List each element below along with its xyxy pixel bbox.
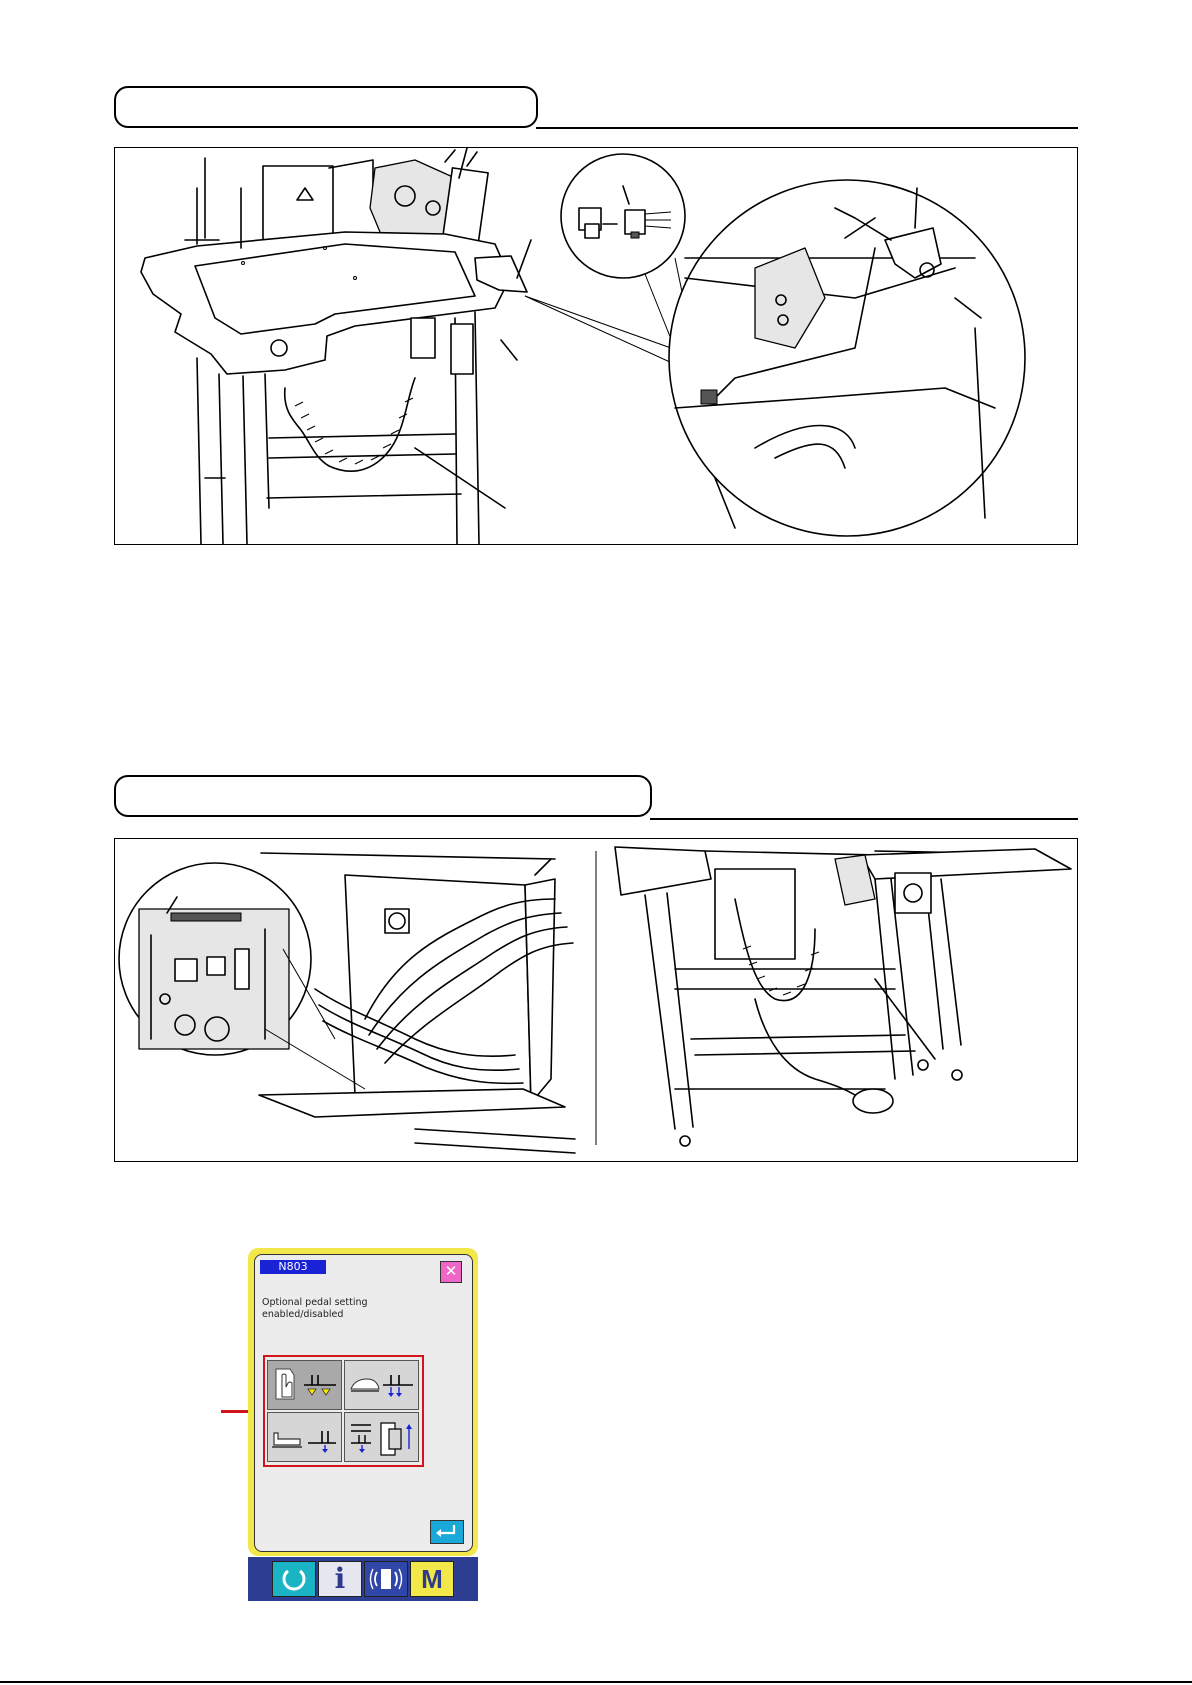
figure-2-frame <box>114 838 1078 1162</box>
info-icon: i <box>334 1562 346 1595</box>
clamp-lift-icon <box>345 1413 417 1460</box>
mode-label: M <box>421 1564 443 1594</box>
box-door <box>259 1089 565 1117</box>
enter-icon <box>431 1521 462 1542</box>
foot-pedal <box>853 1089 893 1113</box>
mode-button[interactable] <box>410 1561 454 1597</box>
enter-button[interactable] <box>430 1520 464 1544</box>
option-manual-button[interactable] <box>267 1360 342 1410</box>
magnified-detail-circle <box>669 180 1025 536</box>
panel-message <box>262 1297 452 1321</box>
table-underside <box>615 847 711 895</box>
reset-button[interactable] <box>272 1561 316 1597</box>
tray-pedal-icon <box>268 1413 340 1460</box>
communication-icon <box>365 1562 407 1596</box>
panel-message-line-2: enabled/disabled <box>262 1309 344 1320</box>
section-rule-2 <box>650 818 1078 820</box>
stand-box <box>715 869 795 959</box>
information-button[interactable] <box>318 1561 362 1597</box>
panel-message-line-1: Optional pedal setting <box>262 1297 368 1308</box>
section-heading-box-1 <box>114 86 538 128</box>
option-foot-press-button[interactable] <box>344 1360 419 1410</box>
page-bottom-rule <box>0 1681 1192 1683</box>
section-rule-1 <box>536 127 1078 129</box>
section-heading-box-2 <box>114 775 652 817</box>
figure-1-frame <box>114 147 1078 545</box>
close-button[interactable]: ✕ <box>440 1261 462 1283</box>
manual-hand-icon <box>268 1361 340 1408</box>
screen-code-label: N803 <box>260 1260 326 1274</box>
option-tray-button[interactable] <box>267 1412 342 1462</box>
communication-button[interactable] <box>364 1561 408 1597</box>
option-clamp-lift-button[interactable] <box>344 1412 419 1462</box>
control-box-illustration <box>115 839 1077 1161</box>
foot-press-icon <box>345 1361 417 1408</box>
reset-icon <box>273 1562 315 1596</box>
machine-table-illustration <box>115 148 1077 544</box>
